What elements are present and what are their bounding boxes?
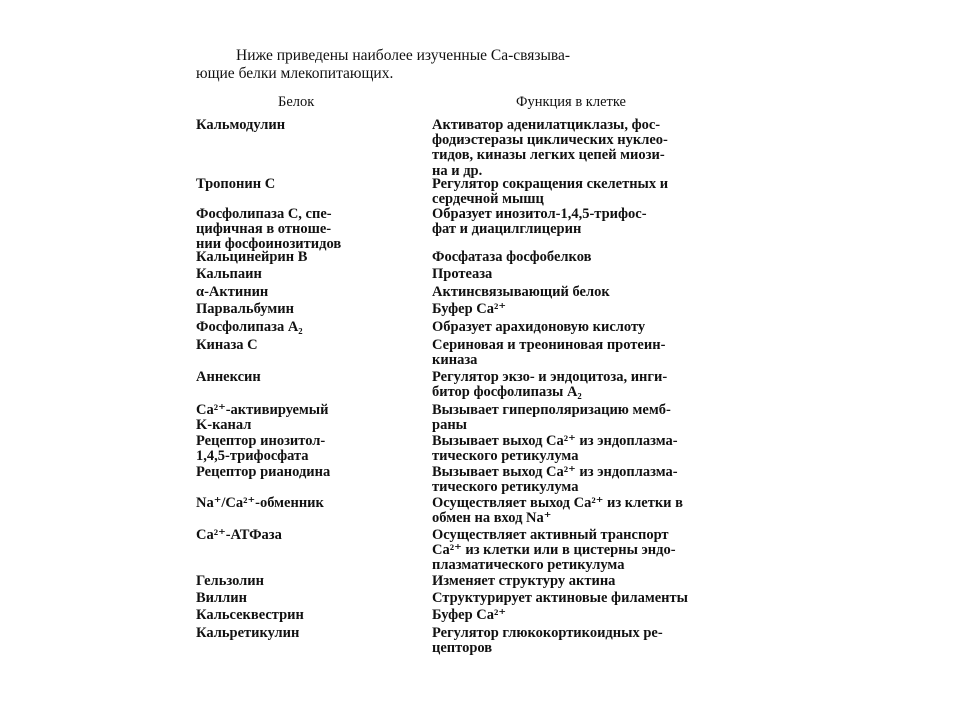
protein-function: Вызывает выход Ca²⁺ из эндоплазма- тического ретикулума (432, 464, 678, 496)
protein-function: Буфер Ca²⁺ (432, 301, 506, 317)
protein-function: Регулятор сокращения скелетных и сердечной мышц (432, 176, 669, 208)
intro-paragraph (196, 47, 796, 83)
protein-function: Буфер Ca²⁺ (432, 607, 506, 623)
protein-name: Фосфолипаза A₂ (196, 319, 303, 335)
intro-line-2: ющие белки млекопитающих. (196, 65, 394, 82)
protein-name: α-Актинин (196, 284, 269, 300)
protein-name: Гельзолин (196, 573, 265, 589)
protein-name: Кальретикулин (196, 625, 300, 641)
protein-name: Фосфолипаза С, спе- цифичная в отноше- нии фосфоинозитидов (196, 206, 342, 253)
protein-function: Сериновая и треониновая протеин- киназа (432, 337, 666, 369)
protein-name: Киназа С (196, 337, 258, 353)
protein-name: Парвальбумин (196, 301, 294, 317)
protein-name: Тропонин С (196, 176, 276, 192)
protein-name: Рецептор инозитол- 1,4,5-трифосфата (196, 433, 326, 465)
intro-line-1: Ниже приведены наиболее изученные Са-связыва- (236, 47, 571, 64)
protein-function: Осуществляет выход Ca²⁺ из клетки в обмен на вход Na⁺ (432, 495, 683, 527)
column-header-function: Функция в клетке (516, 94, 626, 110)
protein-name: Кальсеквестрин (196, 607, 304, 623)
protein-name: Виллин (196, 590, 248, 606)
protein-name: Ca²⁺-активируемый K-канал (196, 402, 329, 434)
protein-function: Вызывает выход Ca²⁺ из эндоплазма- тического ретикулума (432, 433, 678, 465)
protein-name: Кальмодулин (196, 117, 286, 133)
protein-function: Осуществляет активный транспорт Ca²⁺ из клетки или в цистерны эндо- плазматического ретикулума (432, 527, 676, 574)
protein-name: Ca²⁺-АТФаза (196, 527, 282, 543)
protein-function: Регулятор глюкокортикоидных ре- цепторов (432, 625, 663, 657)
protein-function: Активатор аденилатциклазы, фос- фодиэстеразы циклических нуклео- тидов, киназы легких цепей миози- на и др. (432, 117, 668, 179)
protein-name: Кальпаин (196, 266, 262, 282)
protein-function: Протеаза (432, 266, 493, 282)
protein-name: Аннексин (196, 369, 261, 385)
protein-function: Образует инозитол-1,4,5-трифос- фат и диацилглицерин (432, 206, 647, 238)
protein-function: Образует арахидоновую кислоту (432, 319, 646, 335)
protein-name: Na⁺/Ca²⁺-обменник (196, 495, 324, 511)
protein-function: Вызывает гиперполяризацию мемб- раны (432, 402, 671, 434)
protein-function: Структурирует актиновые филаменты (432, 590, 688, 606)
protein-name: Рецептор рианодина (196, 464, 331, 480)
protein-function: Регулятор экзо- и эндоцитоза, инги- битор фосфолипазы A₂ (432, 369, 668, 401)
protein-function: Фосфатаза фосфобелков (432, 249, 592, 265)
protein-name: Кальцинейрин В (196, 249, 308, 265)
protein-function: Актинсвязывающий белок (432, 284, 610, 300)
protein-function: Изменяет структуру актина (432, 573, 616, 589)
column-header-protein: Белок (278, 94, 315, 110)
